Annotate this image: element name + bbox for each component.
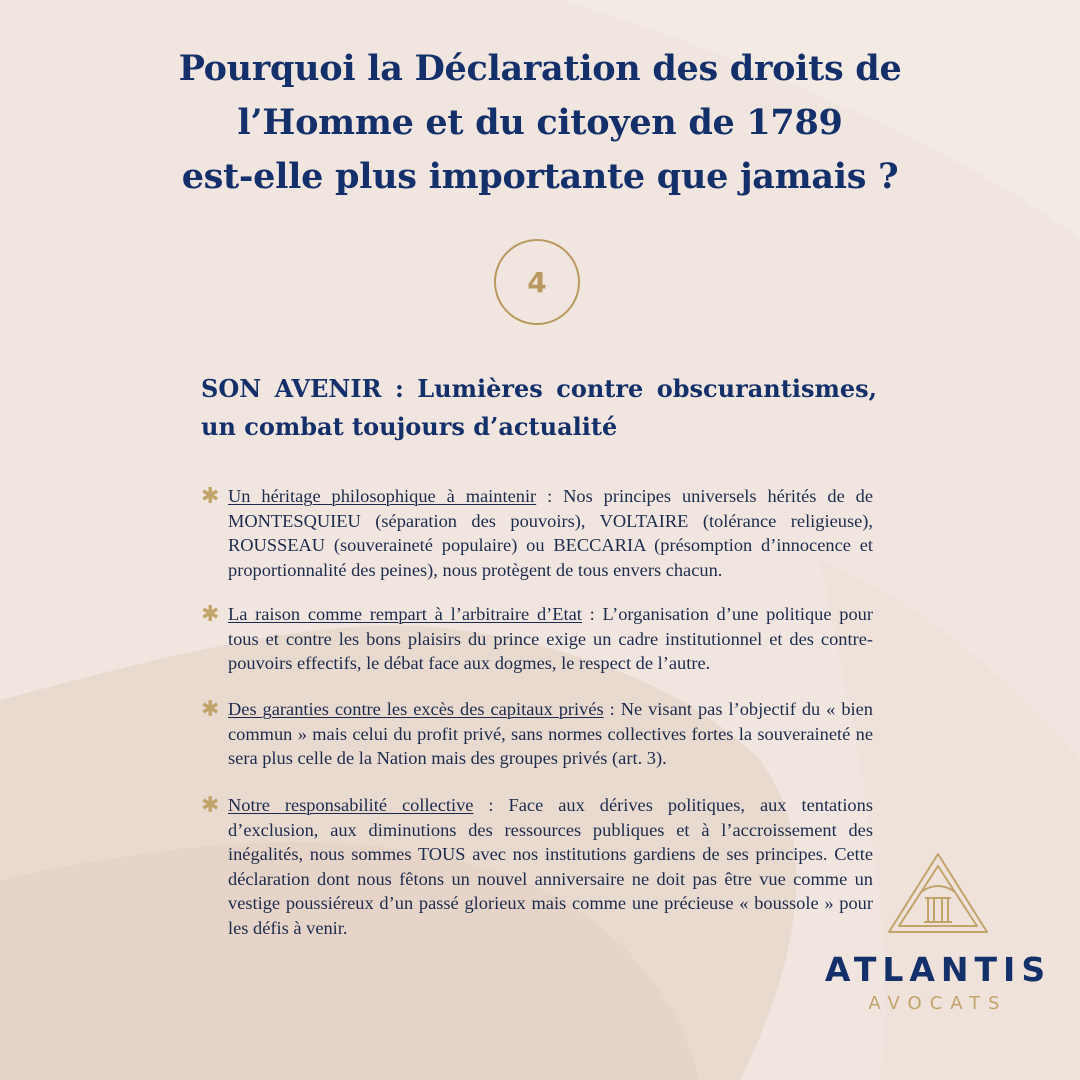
- bullet-item: [201, 602, 876, 676]
- page-title: [140, 42, 940, 204]
- logo-name: ATLANTIS: [824, 950, 1052, 989]
- section-title-line-1: SON AVENIR : Lumières contre obscurantismes,: [201, 374, 877, 403]
- bullet-body: : L’organisation d’une politique pour tous et contre les bons plaisirs du prince exige un cadre institutionnel et des contre-pouvoirs effectifs, le débat face aux dogmes, le respect de l’autre.: [228, 604, 873, 673]
- bullet-text: [228, 602, 873, 676]
- bullet-item: [201, 697, 876, 771]
- bullet-heading: Un héritage philosophique à maintenir: [228, 486, 537, 506]
- bullet-body: : Nos principes universels hérités de de MONTESQUIEU (séparation des pouvoirs), VOLTAIRE (tolérance religieuse), ROUSSEAU (souveraineté populaire) ou BECCARIA (présomption d’innocence et proportionnalité des peines), nous protègent de tous envers chacun.: [228, 486, 873, 580]
- bullet-body: : Ne visant pas l’objectif du « bien commun » mais celui du profit privé, sans normes collectives fortes la souveraineté ne sera plus celle de la Nation mais des groupes privés (art. 3).: [228, 699, 873, 768]
- bullet-item: [201, 793, 876, 940]
- bullet-item: [201, 484, 876, 582]
- bullet-body: : Face aux dérives politiques, aux tentations d’exclusion, aux diminutions des ressources publiques et à l’accroissement des inégalités, nous sommes TOUS avec nos institutions gardiens de ses principes. Cette déclaration dont nous fêtons un nouvel anniversaire ne doit pas être vue comme un vestige poussiéreux d’un passé glorieux mais comme une précieuse « boussole » pour les défis à venir.: [228, 795, 873, 938]
- logo-subtitle: AVOCATS: [868, 993, 1008, 1014]
- section-title: [201, 370, 877, 446]
- title-line-3: est-elle plus importante que jamais ?: [181, 156, 899, 197]
- title-line-2: l’Homme et du citoyen de 1789: [237, 102, 843, 143]
- section-title-line-2: un combat toujours d’actualité: [201, 412, 618, 441]
- asterisk-icon: ✱: [201, 602, 220, 627]
- bullet-heading: Notre responsabilité collective: [228, 795, 474, 815]
- bullet-heading: La raison comme rempart à l’arbitraire d’Etat: [228, 604, 582, 624]
- title-line-1: Pourquoi la Déclaration des droits de: [178, 48, 902, 89]
- asterisk-icon: ✱: [201, 484, 220, 509]
- bullet-heading: Des garanties contre les excès des capitaux privés: [228, 699, 604, 719]
- atlantis-avocats-logo: [822, 852, 1054, 1022]
- asterisk-icon: ✱: [201, 697, 220, 722]
- page-number-badge: 4: [494, 239, 580, 325]
- bullet-text: [228, 484, 873, 582]
- column-pediment-icon: [887, 852, 989, 934]
- asterisk-icon: ✱: [201, 793, 220, 818]
- bullet-text: [228, 793, 873, 940]
- bullet-text: [228, 697, 873, 771]
